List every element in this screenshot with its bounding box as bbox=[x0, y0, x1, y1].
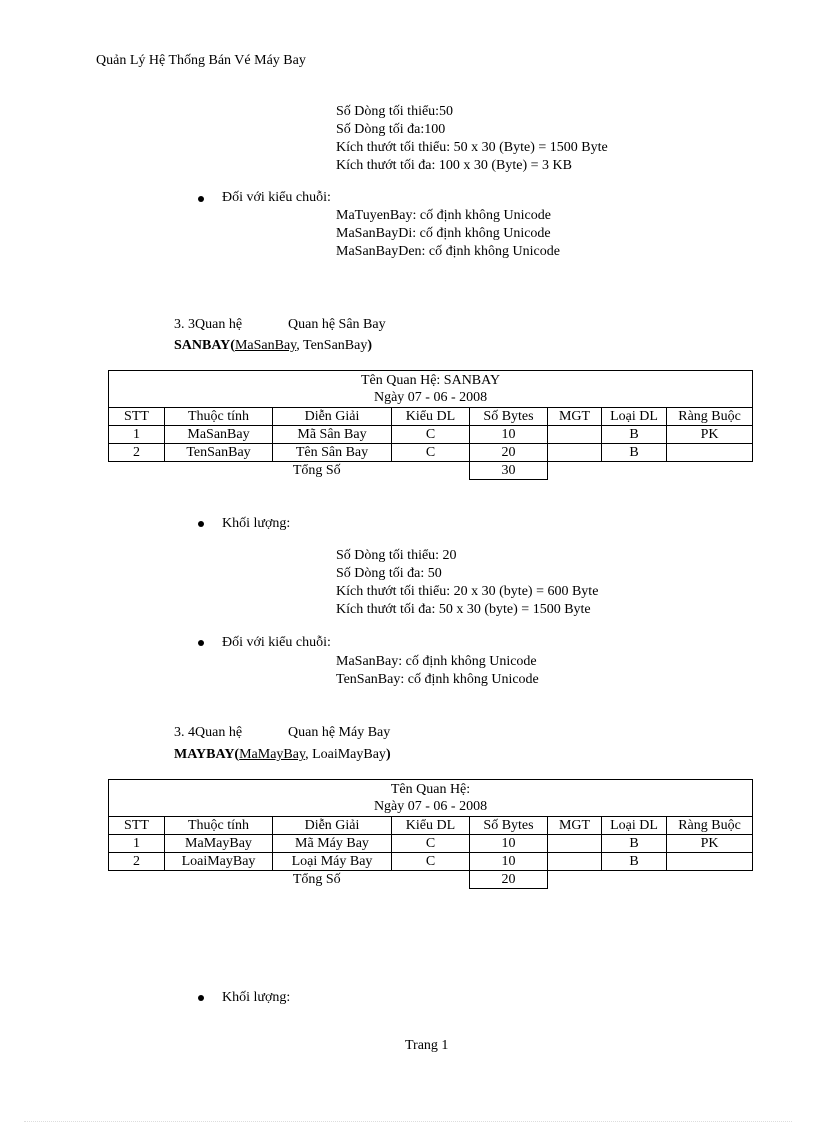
table-cell: MaMayBay bbox=[165, 835, 273, 853]
bullet-text: Khối lượng: bbox=[222, 990, 291, 1005]
table-cell: Mã Máy Bay bbox=[273, 835, 392, 853]
text-line: MaSanBayDen: cố định không Unicode bbox=[336, 244, 560, 259]
column-header: Loại DL bbox=[602, 817, 667, 835]
total-label: Tổng Số bbox=[292, 463, 341, 479]
table-title-name: Tên Quan Hệ: SANBAY bbox=[361, 373, 501, 388]
text-line: MaSanBay: cố định không Unicode bbox=[336, 654, 537, 669]
column-header: MGT bbox=[548, 817, 602, 835]
bullet-text: Khối lượng: bbox=[222, 516, 291, 531]
text-line: Số Dòng tối thiểu: 20 bbox=[336, 548, 457, 563]
table-cell: Loại Máy Bay bbox=[273, 853, 392, 871]
text-line: Số Dòng tối thiểu:50 bbox=[336, 104, 454, 119]
table-row bbox=[109, 426, 753, 444]
column-header: Số Bytes bbox=[470, 817, 548, 835]
schema-line bbox=[174, 337, 372, 355]
empty-cell bbox=[109, 871, 165, 889]
section-heading-name: Quan hệ Máy Bay bbox=[288, 725, 391, 740]
table-cell: Tên Sân Bay bbox=[273, 444, 392, 462]
column-header: Kiểu DL bbox=[392, 817, 470, 835]
table-cell: B bbox=[602, 426, 667, 444]
text-line: MaSanBayDi: cố định không Unicode bbox=[336, 226, 551, 241]
table-title-name: Tên Quan Hệ: bbox=[390, 782, 471, 797]
table-cell: 1 bbox=[109, 835, 165, 853]
table-cell: 2 bbox=[109, 853, 165, 871]
page-number: Trang 1 bbox=[405, 1038, 449, 1053]
page-header: Quản Lý Hệ Thống Bán Vé Máy Bay bbox=[96, 53, 306, 68]
table-cell: B bbox=[602, 853, 667, 871]
column-header: Diễn Giải bbox=[273, 817, 392, 835]
table-cell bbox=[667, 444, 753, 462]
text-line: Kích thướt tối đa: 100 x 30 (Byte) = 3 KB bbox=[336, 158, 572, 173]
section-heading-number: 3. 3Quan hệ bbox=[174, 317, 243, 332]
table-row bbox=[109, 853, 753, 871]
column-header: Ràng Buộc bbox=[667, 817, 753, 835]
bullet-text: Đối với kiểu chuỗi: bbox=[222, 635, 331, 650]
column-header: Số Bytes bbox=[470, 408, 548, 426]
table-cell: C bbox=[392, 853, 470, 871]
text-line: Kích thướt tối thiểu: 50 x 30 (Byte) = 1500 Byte bbox=[336, 140, 608, 155]
table-title bbox=[109, 371, 753, 408]
schema-rest: , LoaiMayBay bbox=[305, 747, 386, 762]
table-cell: C bbox=[392, 444, 470, 462]
total-value: 20 bbox=[470, 871, 548, 889]
table-cell: Mã Sân Bay bbox=[273, 426, 392, 444]
schema-suffix: ) bbox=[385, 747, 391, 762]
table-cell: MaSanBay bbox=[165, 426, 273, 444]
schema-key: MaSanBay bbox=[234, 338, 297, 353]
empty-cell bbox=[548, 871, 753, 889]
table-header-row bbox=[109, 817, 753, 835]
schema-prefix: SANBAY( bbox=[174, 338, 235, 353]
total-value: 30 bbox=[470, 462, 548, 480]
schema-line bbox=[174, 746, 391, 764]
table-cell: 10 bbox=[470, 835, 548, 853]
table-row bbox=[109, 444, 753, 462]
table-cell: TenSanBay bbox=[165, 444, 273, 462]
table-cell: B bbox=[602, 444, 667, 462]
column-header: Thuộc tính bbox=[165, 817, 273, 835]
text-line: Số Dòng tối đa: 50 bbox=[336, 566, 442, 581]
column-header: Diễn Giải bbox=[273, 408, 392, 426]
column-header: Thuộc tính bbox=[165, 408, 273, 426]
bullet-icon bbox=[198, 640, 204, 646]
total-label: Tổng Số bbox=[292, 872, 341, 888]
table-row bbox=[109, 835, 753, 853]
table-cell: PK bbox=[667, 835, 753, 853]
column-header: Kiểu DL bbox=[392, 408, 470, 426]
table-title-date: Ngày 07 - 06 - 2008 bbox=[373, 390, 488, 405]
table-cell bbox=[548, 444, 602, 462]
bullet-icon bbox=[198, 995, 204, 1001]
section-heading-name: Quan hệ Sân Bay bbox=[288, 317, 386, 332]
schema-suffix: ) bbox=[367, 338, 373, 353]
text-line: MaTuyenBay: cố định không Unicode bbox=[336, 208, 551, 223]
table-title bbox=[109, 780, 753, 817]
text-line: Kích thướt tối thiểu: 20 x 30 (byte) = 600 Byte bbox=[336, 584, 599, 599]
table-title-date: Ngày 07 - 06 - 2008 bbox=[373, 799, 488, 814]
table-cell: C bbox=[392, 426, 470, 444]
table-cell: 10 bbox=[470, 426, 548, 444]
table-cell: PK bbox=[667, 426, 753, 444]
table-cell bbox=[548, 835, 602, 853]
column-header: Loại DL bbox=[602, 408, 667, 426]
table-cell: 1 bbox=[109, 426, 165, 444]
schema-prefix: MAYBAY( bbox=[174, 747, 240, 762]
table-header-row bbox=[109, 408, 753, 426]
page-edge-divider bbox=[24, 1121, 792, 1122]
bullet-icon bbox=[198, 196, 204, 202]
table-cell: LoaiMayBay bbox=[165, 853, 273, 871]
schema-key: MaMayBay bbox=[239, 747, 306, 762]
empty-cell bbox=[548, 462, 753, 480]
empty-cell bbox=[109, 462, 165, 480]
table-cell: 10 bbox=[470, 853, 548, 871]
table-cell: B bbox=[602, 835, 667, 853]
table-cell: C bbox=[392, 835, 470, 853]
table-cell: 2 bbox=[109, 444, 165, 462]
column-header: STT bbox=[109, 408, 165, 426]
column-header: Ràng Buộc bbox=[667, 408, 753, 426]
bullet-icon bbox=[198, 521, 204, 527]
relation-table-maybay bbox=[108, 779, 753, 889]
text-line: Số Dòng tối đa:100 bbox=[336, 122, 446, 137]
table-cell: 20 bbox=[470, 444, 548, 462]
table-cell bbox=[548, 853, 602, 871]
table-total-row bbox=[109, 871, 753, 889]
bullet-text: Đối với kiểu chuỗi: bbox=[222, 190, 331, 205]
table-cell bbox=[667, 853, 753, 871]
table-total-row bbox=[109, 462, 753, 480]
table-cell bbox=[548, 426, 602, 444]
column-header: STT bbox=[109, 817, 165, 835]
relation-table-sanbay bbox=[108, 370, 753, 480]
schema-rest: , TenSanBay bbox=[296, 338, 368, 353]
text-line: Kích thướt tối đa: 50 x 30 (byte) = 1500 Byte bbox=[336, 602, 591, 617]
column-header: MGT bbox=[548, 408, 602, 426]
section-heading-number: 3. 4Quan hệ bbox=[174, 725, 243, 740]
text-line: TenSanBay: cố định không Unicode bbox=[336, 672, 539, 687]
